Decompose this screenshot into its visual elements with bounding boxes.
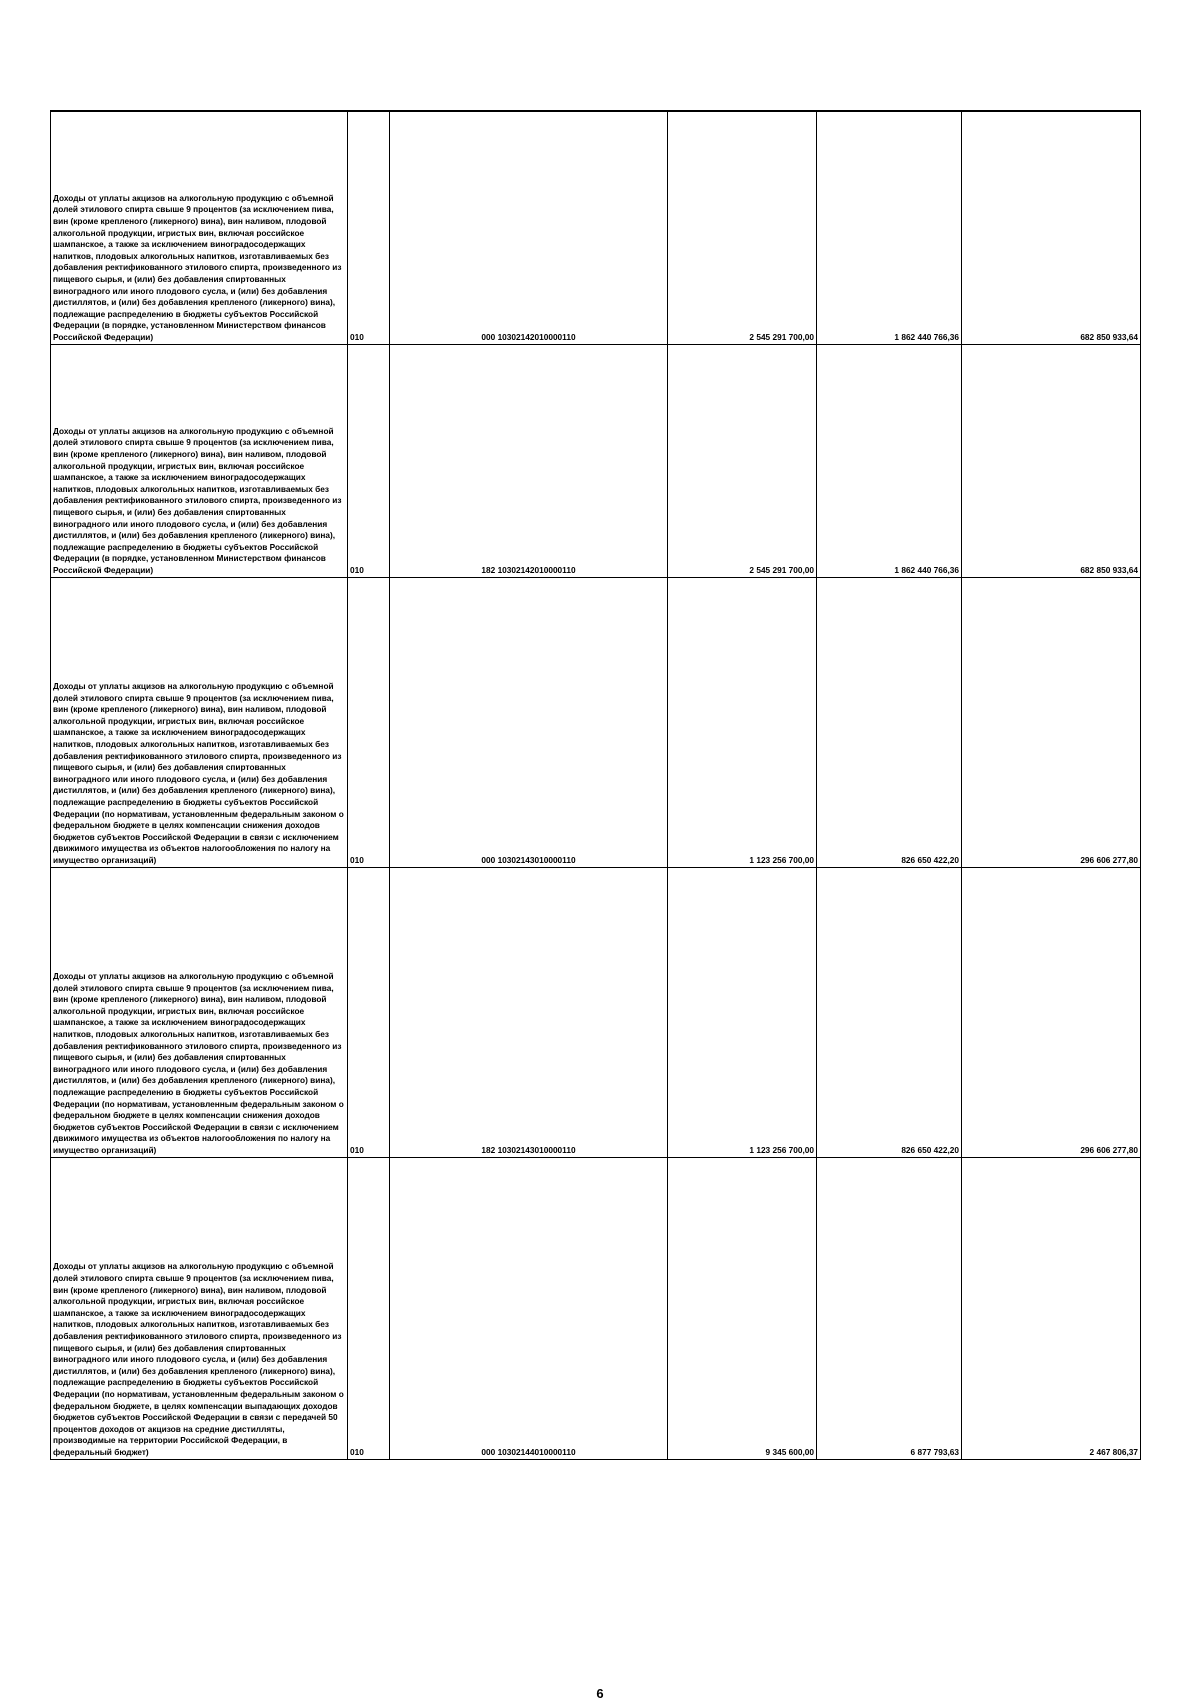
budget-code-cell: 182 10302142010000110 bbox=[390, 344, 668, 577]
revenue-name-cell: Доходы от уплаты акцизов на алкогольную продукцию с объемной долей этилового спирта свыше 9 процентов (за исключением пива, вин (кроме крепленого (ликерного) вина), вин наливом, плодовой алкогольной продукции, игристых вин, включая российское шампанское, а также за исключением виноградосодержащих напитков, плодовых алкогольных напитков, изготавливаемых без добавления ректификованного этилового спирта, произведенного из пищевого сырья, и (или) без добавления спиртованных виноградного или иного плодового сусла, и (или) без добавления дистиллятов, и (или) без добавления крепленого (ликерного) вина), подлежащие распределению в бюджеты субъектов Российской Федерации (в порядке, установленном Министерством финансов Российской Федерации) bbox=[51, 344, 348, 577]
line-code-cell: 010 bbox=[348, 344, 390, 577]
table-row bbox=[51, 577, 1141, 867]
executed-amount-cell: 826 650 422,20 bbox=[817, 867, 962, 1157]
budget-code-cell: 000 10302144010000110 bbox=[390, 1157, 668, 1459]
line-code-cell: 010 bbox=[348, 867, 390, 1157]
revenue-name-cell: Доходы от уплаты акцизов на алкогольную продукцию с объемной долей этилового спирта свыше 9 процентов (за исключением пива, вин (кроме крепленого (ликерного) вина), вин наливом, плодовой алкогольной продукции, игристых вин, включая российское шампанское, а также за исключением виноградосодержащих напитков, плодовых алкогольных напитков, изготавливаемых без добавления ректификованного этилового спирта, произведенного из пищевого сырья, и (или) без добавления спиртованных виноградного или иного плодового сусла, и (или) без добавления дистиллятов, и (или) без добавления крепленого (ликерного) вина), подлежащие распределению в бюджеты субъектов Российской Федерации (по нормативам, установленным федеральным законом о федеральном бюджете в целях компенсации снижения доходов бюджетов субъектов Российской Федерации в связи с исключением движимого имущества из объектов налогообложения по налогу на имущество организаций) bbox=[51, 577, 348, 867]
approved-amount-cell: 2 545 291 700,00 bbox=[668, 344, 817, 577]
unexecuted-amount-cell: 296 606 277,80 bbox=[962, 867, 1141, 1157]
unexecuted-amount-cell: 296 606 277,80 bbox=[962, 577, 1141, 867]
page-number: 6 bbox=[596, 1686, 604, 1701]
line-code-cell: 010 bbox=[348, 111, 390, 344]
revenue-name-cell: Доходы от уплаты акцизов на алкогольную продукцию с объемной долей этилового спирта свыше 9 процентов (за исключением пива, вин (кроме крепленого (ликерного) вина), вин наливом, плодовой алкогольной продукции, игристых вин, включая российское шампанское, а также за исключением виноградосодержащих напитков, плодовых алкогольных напитков, изготавливаемых без добавления ректификованного этилового спирта, произведенного из пищевого сырья, и (или) без добавления спиртованных виноградного или иного плодового сусла, и (или) без добавления дистиллятов, и (или) без добавления крепленого (ликерного) вина), подлежащие распределению в бюджеты субъектов Российской Федерации (в порядке, установленном Министерством финансов Российской Федерации) bbox=[51, 111, 348, 344]
table-row bbox=[51, 111, 1141, 344]
executed-amount-cell: 826 650 422,20 bbox=[817, 577, 962, 867]
revenue-name-cell: Доходы от уплаты акцизов на алкогольную продукцию с объемной долей этилового спирта свыше 9 процентов (за исключением пива, вин (кроме крепленого (ликерного) вина), вин наливом, плодовой алкогольной продукции, игристых вин, включая российское шампанское, а также за исключением виноградосодержащих напитков, плодовых алкогольных напитков, изготавливаемых без добавления ректификованного этилового спирта, произведенного из пищевого сырья, и (или) без добавления спиртованных виноградного или иного плодового сусла, и (или) без добавления дистиллятов, и (или) без добавления крепленого (ликерного) вина), подлежащие распределению в бюджеты субъектов Российской Федерации (по нормативам, установленным федеральным законом о федеральном бюджете, в целях компенсации выпадающих доходов бюджетов субъектов Российской Федерации в связи с передачей 50 процентов доходов от акцизов на средние дистилляты, производимые на территории Российской Федерации, в федеральный бюджет) bbox=[51, 1157, 348, 1459]
table-row bbox=[51, 1157, 1141, 1459]
revenue-table bbox=[50, 110, 1141, 1460]
line-code-cell: 010 bbox=[348, 577, 390, 867]
table-row bbox=[51, 344, 1141, 577]
table-row bbox=[51, 867, 1141, 1157]
approved-amount-cell: 1 123 256 700,00 bbox=[668, 867, 817, 1157]
unexecuted-amount-cell: 682 850 933,64 bbox=[962, 111, 1141, 344]
line-code-cell: 010 bbox=[348, 1157, 390, 1459]
revenue-name-cell: Доходы от уплаты акцизов на алкогольную продукцию с объемной долей этилового спирта свыше 9 процентов (за исключением пива, вин (кроме крепленого (ликерного) вина), вин наливом, плодовой алкогольной продукции, игристых вин, включая российское шампанское, а также за исключением виноградосодержащих напитков, плодовых алкогольных напитков, изготавливаемых без добавления ректификованного этилового спирта, произведенного из пищевого сырья, и (или) без добавления спиртованных виноградного или иного плодового сусла, и (или) без добавления дистиллятов, и (или) без добавления крепленого (ликерного) вина), подлежащие распределению в бюджеты субъектов Российской Федерации (по нормативам, установленным федеральным законом о федеральном бюджете в целях компенсации снижения доходов бюджетов субъектов Российской Федерации в связи с исключением движимого имущества из объектов налогообложения по налогу на имущество организаций) bbox=[51, 867, 348, 1157]
executed-amount-cell: 1 862 440 766,36 bbox=[817, 344, 962, 577]
approved-amount-cell: 1 123 256 700,00 bbox=[668, 577, 817, 867]
budget-code-cell: 000 10302142010000110 bbox=[390, 111, 668, 344]
unexecuted-amount-cell: 2 467 806,37 bbox=[962, 1157, 1141, 1459]
unexecuted-amount-cell: 682 850 933,64 bbox=[962, 344, 1141, 577]
executed-amount-cell: 6 877 793,63 bbox=[817, 1157, 962, 1459]
approved-amount-cell: 2 545 291 700,00 bbox=[668, 111, 817, 344]
budget-code-cell: 182 10302143010000110 bbox=[390, 867, 668, 1157]
executed-amount-cell: 1 862 440 766,36 bbox=[817, 111, 962, 344]
budget-code-cell: 000 10302143010000110 bbox=[390, 577, 668, 867]
approved-amount-cell: 9 345 600,00 bbox=[668, 1157, 817, 1459]
